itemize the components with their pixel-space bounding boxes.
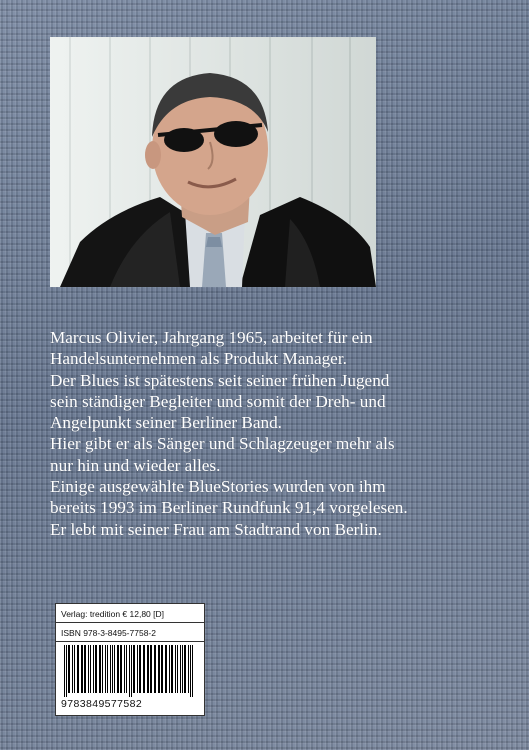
bio-line: Der Blues ist spätestens seit seiner frühen Jugend [50,370,390,390]
bio-line: Marcus Olivier, Jahrgang 1965, arbeitet für ein [50,328,373,347]
barcode-bar [131,645,132,697]
barcode-bar [88,645,89,693]
barcode-bar [110,645,111,693]
divider [56,641,204,642]
bio-line: Hier gibt er als Sänger und Schlagzeuger mehr als [50,434,395,454]
barcode-bar [150,645,152,693]
barcode-bar [77,645,79,693]
barcode-bar [90,645,91,693]
barcode-bar [129,645,130,697]
barcode-bar [158,645,160,693]
bio-line: Einige ausgewählte BlueStories wurden von ihm [50,477,386,497]
author-bio [50,327,510,540]
bio-line: Handelsunternehmen als Produkt Manager. [50,349,347,369]
isbn-barcode-box [55,603,205,716]
barcode-bars [62,645,198,697]
barcode-bar [161,645,163,693]
barcode-bar [102,645,103,693]
barcode-bar [143,645,145,693]
barcode-bar [124,645,125,693]
barcode-bar [177,645,178,693]
barcode-bar [107,645,108,693]
barcode-bar [120,645,122,693]
bio-line: Er lebt mit seiner Frau am Stadtrand von Berlin. [50,519,382,539]
barcode-bar [66,645,67,697]
author-photo [50,37,376,287]
barcode-bar [180,645,181,693]
barcode-bar [64,645,65,697]
barcode-bar [112,645,113,693]
bio-line: nur hin und wieder alles. [50,455,221,475]
barcode-bar [188,645,189,693]
barcode-bar [81,645,83,693]
barcode-bar [84,645,86,693]
barcode-bar [117,645,119,693]
barcode-digits: 9783849577582 [61,698,143,710]
barcode-bar [133,645,135,693]
barcode-bar [165,645,167,693]
barcode-bar [175,645,176,693]
publisher-price-line: Verlag: tredition € 12,80 [D] [61,609,165,619]
barcode-bar [147,645,149,693]
barcode-bar [137,645,138,693]
barcode-bar [95,645,97,693]
barcode-bar [171,645,173,693]
barcode-bar [169,645,170,693]
bio-line: Angelpunkt seiner Berliner Band. [50,413,282,433]
isbn-line: ISBN 978-3-8495-7758-2 [61,628,156,638]
barcode-bar [74,645,75,693]
barcode-bar [184,645,186,693]
barcode-bar [105,645,106,693]
barcode-bar [126,645,127,693]
barcode-bar [154,645,156,693]
barcode-bar [192,645,193,697]
bio-line: sein ständiger Begleiter und somit der Dreh- und [50,391,386,411]
barcode-bar [190,645,191,697]
barcode-bar [68,645,70,693]
barcode-bar [72,645,73,693]
barcode-bar [93,645,94,693]
barcode-bar [114,645,115,693]
barcode-bar [139,645,141,693]
divider [56,622,204,623]
barcode-bar [99,645,101,693]
barcode-bar [182,645,183,693]
bio-line: bereits 1993 im Berliner Rundfunk 91,4 vorgelesen. [50,498,408,518]
